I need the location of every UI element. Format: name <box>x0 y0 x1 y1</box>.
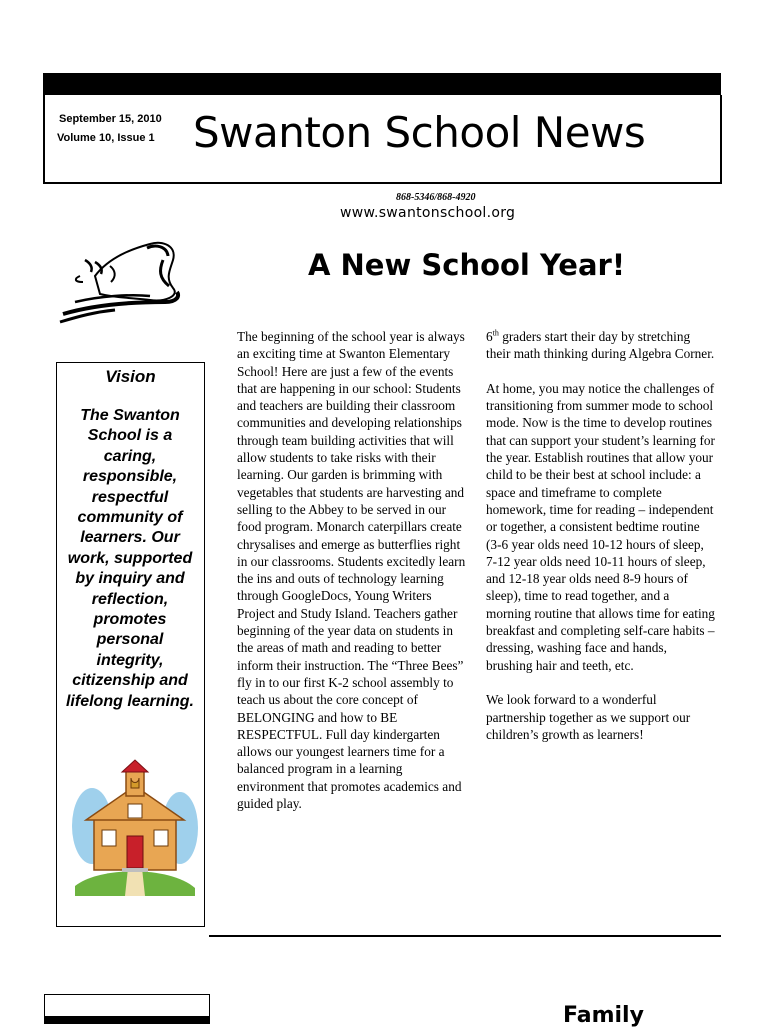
newsletter-title: Swanton School News <box>193 108 646 157</box>
article-paragraph: The beginning of the school year is always an exciting time at Swanton Elementary School! Here are just a few of the events that are happening in our school: Students and teachers are building their classroom communities and developing relationships through team building activities that will allow students to take risks with their learning. Our garden is brimming with vegetables that students are harvesting and selling to the Abbey to be served in our food program. Monarch caterpillars create chrysalises and emerge as butterflies right in our classrooms. Students excitedly learn the ins and outs of technology learning through GoogleDocs, Young Writers Project and Study Island. Teachers gather beginning of the year data on students in the areas of math and reading to better inform their instruction. The “Three Bees” fly in to our first K-2 school assembly to teach us about the core concept of BELONGING and how to BE RESPECTFUL. Full day kindergarten allows our youngest learners time for a balanced program in a learning environment that promotes academics and guided play. <box>237 329 466 812</box>
next-section-bar <box>44 1016 210 1024</box>
article-paragraph: We look forward to a wonderful partnership together as we support our children’s growth as learners! <box>486 692 691 742</box>
masthead-top-bar <box>43 73 721 95</box>
phone-numbers: 868-5346/868-4920 <box>396 192 476 203</box>
issue-volume: Volume 10, Issue 1 <box>57 132 155 144</box>
vision-statement: The Swanton School is a caring, responsible, respectful community of learners. Our work, supported by inquiry and reflection, promotes personal integrity, citizenship and lifelong learning. <box>65 407 194 710</box>
article-column-1 <box>237 328 469 830</box>
issue-date: September 15, 2010 <box>59 113 162 125</box>
vision-title: Vision <box>105 367 156 386</box>
article-paragraph: At home, you may notice the challenges of transitioning from summer mode to school mode. Now is the time to develop routines that can support your student’s learning for the year. Establish routines that allow your child to be their best at school include: a space and timeframe to complete homework, time for reading – independent or together, a consistent bedtime routine (3-6 year olds need 10-12 hours of sleep, 7-12 year olds need 10-11 hours of sleep, and 12-18 year olds need 8-9 hours of sleep), time to read together, and a morning routine that allows time for eating breakfast and completing self-care habits – dressing, washing face and hands, brushing hair and teeth, etc. <box>486 380 715 673</box>
grade-number: 6 <box>486 329 493 344</box>
swan-logo-icon <box>55 236 185 326</box>
paragraph-text: graders start their day by stretching their math thinking during Algebra Corner. <box>486 329 715 362</box>
website-link[interactable]: www.swantonschool.org <box>340 205 516 221</box>
section-divider <box>209 935 721 937</box>
next-section-heading: Family <box>563 1003 644 1028</box>
schoolhouse-icon <box>70 756 200 896</box>
article-paragraph <box>486 328 716 363</box>
next-section-box <box>44 994 210 1018</box>
article-column-2 <box>486 328 716 760</box>
article-headline: A New School Year! <box>308 248 626 282</box>
ordinal-suffix: th <box>492 328 499 338</box>
